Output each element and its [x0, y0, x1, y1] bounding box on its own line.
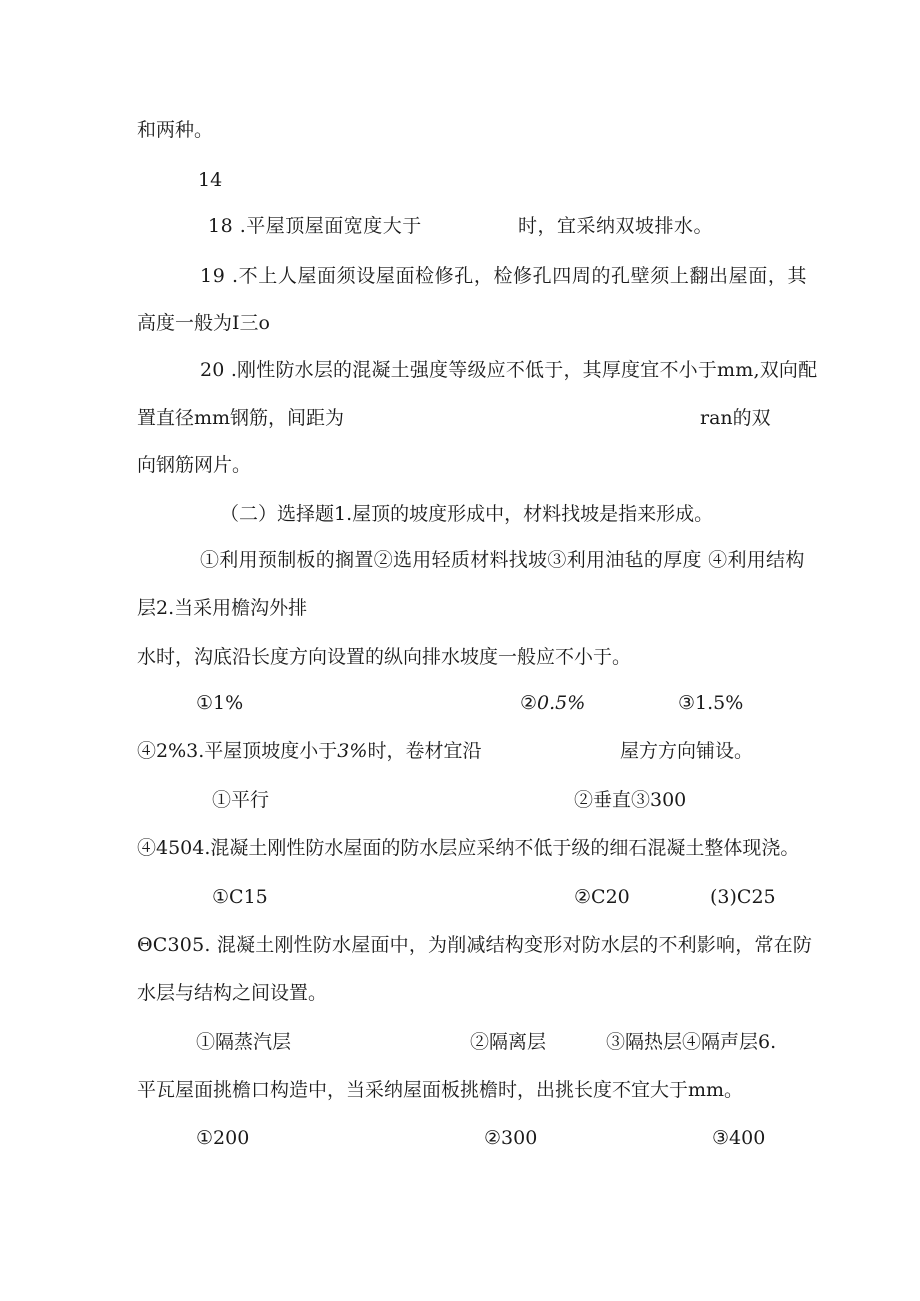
choice-5-option-1: ①隔蒸汽层 — [196, 1031, 292, 1053]
choice-2-option-1: ①1% — [196, 692, 244, 714]
question-20-line-3: 向钢筋网片。 — [137, 454, 252, 476]
choice-3-option-1: ①平行 — [212, 789, 270, 811]
choice-4-text: ④4504.混凝土刚性防水屋面的防水层应采纳不低于级的细石混凝土整体现浇。 — [137, 837, 800, 859]
text-line: 14 — [198, 169, 223, 191]
choice-6-option-2: ②300 — [484, 1127, 538, 1149]
question-19-line-1: 19 .不上人屋面须设屋面检修孔，检修孔四周的孔壁须上翻出屋面，其 — [200, 265, 808, 287]
choice-6-option-3: ③400 — [712, 1127, 766, 1149]
choice-2-option-2: ②0.5% — [520, 692, 586, 714]
question-19-line-2: 高度一般为I三o — [137, 312, 270, 334]
choice-3-option-2: ②垂直③300 — [574, 789, 687, 811]
choice-4-option-2: ②C20 — [574, 886, 630, 908]
choice-4-option-1: ①C15 — [212, 886, 268, 908]
choice-5-line-2: 水层与结构之间设置。 — [137, 982, 328, 1004]
choice-4-option-3: (3)C25 — [710, 886, 776, 908]
choice-2-start: 层2.当采用檐沟外排 — [137, 597, 308, 619]
choice-2-option-3: ③1.5% — [678, 692, 744, 714]
choice-3-text-end: 屋方方向铺设。 — [620, 740, 754, 762]
question-20-line-2a: 置直径mm钢筋，间距为 — [137, 407, 345, 429]
question-20-line-2b: ran的双 — [700, 407, 771, 429]
choice-6-option-1: ①200 — [196, 1127, 250, 1149]
choice-3-text: ④2%3.平屋顶坡度小于3%时，卷材宜沿 — [137, 740, 482, 762]
choice-6-text: 平瓦屋面挑檐口构造中，当采纳屋面板挑檐时，出挑长度不宜大于mm。 — [137, 1079, 744, 1101]
choice-1-options: ①利用预制板的搁置②选用轻质材料找坡③利用油毡的厚度 ④利用结构 — [200, 549, 805, 571]
choice-5-option-3: ③隔热层④隔声层6. — [606, 1031, 777, 1053]
section-heading-choice: （二）选择题1.屋顶的坡度形成中，材料找坡是指来形成。 — [220, 503, 714, 525]
choice-5-line-1: ΘC305. 混凝土刚性防水屋面中，为削减结构变形对防水层的不利影响，常在防 — [137, 934, 813, 956]
choice-5-option-2: ②隔离层 — [470, 1031, 547, 1053]
question-18-start: 18 .平屋顶屋面宽度大于 — [208, 215, 422, 237]
question-20-line-1: 20 .刚性防水层的混凝土强度等级应不低于，其厚度宜不小于mm,双向配 — [200, 359, 818, 381]
choice-2-text: 水时，沟底沿长度方向设置的纵向排水坡度一般应不小于。 — [137, 646, 632, 668]
text-line: 和两种。 — [137, 119, 214, 141]
question-18-end: 时，宜采纳双坡排水。 — [518, 215, 714, 237]
